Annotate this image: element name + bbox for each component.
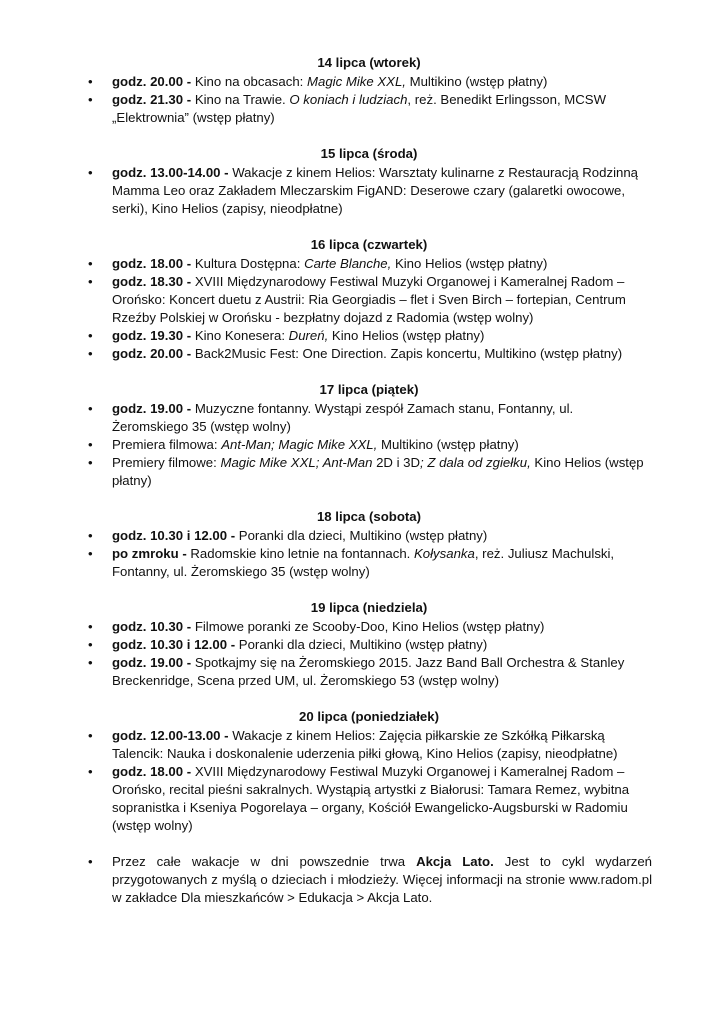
event-schedule [86, 54, 652, 835]
day-section [86, 381, 652, 490]
event-text: , reż. Benedikt Erlingsson, MCSW „Elektrownia” (wstęp płatny) [112, 92, 607, 125]
event-list [86, 727, 652, 835]
event-text: Jest to cykl wydarzeń przygotowanych z myślą o dzieciach i młodzieży. Więcej informacji na stronie www.radom.pl w zakładce Dla mieszkańców > Edukacja > Akcja Lato. [112, 854, 652, 905]
event-text: Premiery filmowe: [112, 455, 221, 470]
event-text: Radomskie kino letnie na fontannach. [186, 546, 414, 561]
event-text: Poranki dla dzieci, Multikino (wstęp płatny) [235, 528, 488, 543]
event-text: XVIII Międzynarodowy Festiwal Muzyki Organowej i Kameralnej Radom – Orońsko: Koncert duetu z Austrii: Ria Georgiadis – flet i Sven Birch – fortepian, Centrum Rzeźby Polskiej w Orońsku - bezpłatny dojazd z Radomia (wstęp wolny) [112, 274, 626, 325]
event-time: godz. 19.30 - [112, 328, 192, 343]
title-italic: Magic Mike XXL; Ant-Man [220, 455, 373, 470]
event-list [86, 255, 652, 363]
event-item [86, 164, 652, 218]
event-item [86, 636, 652, 654]
event-text: Przez całe wakacje w dni powszednie trwa [112, 854, 417, 869]
event-text: Back2Music Fest: One Direction. Zapis koncertu, Multikino (wstęp płatny) [191, 346, 623, 361]
event-text: Filmowe poranki ze Scooby-Doo, Kino Helios (wstęp płatny) [191, 619, 545, 634]
event-list [86, 164, 652, 218]
event-text: Wakacje z kinem Helios: Warsztaty kulinarne z Restauracją Rodzinną Mamma Leo oraz Zakładem Mleczarskim FigAND: Deserowe czary (galaretki owocowe, serki), Kino Helios (zapisy, nieodpłatne) [112, 165, 639, 216]
event-item [86, 91, 652, 127]
event-time: Akcja Lato. [416, 854, 494, 869]
event-time: godz. 18.00 - [112, 256, 192, 271]
event-time: godz. 21.30 - [112, 92, 192, 107]
event-time: po zmroku - [112, 546, 187, 561]
event-text: 2D i 3D [372, 455, 421, 470]
event-time: godz. 18.00 - [112, 764, 192, 779]
event-item [86, 618, 652, 636]
event-text: Wakacje z kinem Helios: Zajęcia piłkarskie ze Szkółką Piłkarską Talencik: Nauka i doskonalenie uderzenia piłki głową, Kino Helios (zapisy, nieodpłatne) [112, 728, 618, 761]
event-time: godz. 20.00 - [112, 346, 192, 361]
event-time: godz. 18.30 - [112, 274, 192, 289]
day-section [86, 236, 652, 363]
event-text: Multikino (wstęp płatny) [377, 437, 519, 452]
event-text: Muzyczne fontanny. Wystąpi zespół Zamach stanu, Fontanny, ul. Żeromskiego 35 (wstęp wolny) [112, 401, 574, 434]
title-italic: O koniach i ludziach [289, 92, 408, 107]
event-time: godz. 12.00-13.00 - [112, 728, 229, 743]
event-list [86, 400, 652, 490]
event-item [86, 545, 652, 581]
event-text: Kino na Trawie. [191, 92, 290, 107]
event-item [86, 654, 652, 690]
event-item [86, 273, 652, 327]
day-section [86, 54, 652, 127]
title-italic: Ant-Man; Magic Mike XXL, [221, 437, 378, 452]
day-section [86, 708, 652, 835]
event-time: godz. 19.00 - [112, 655, 192, 670]
event-item [86, 327, 652, 345]
event-time: godz. 13.00-14.00 - [112, 165, 229, 180]
day-heading: 17 lipca (piątek) [319, 382, 419, 397]
day-heading: 16 lipca (czwartek) [310, 237, 428, 252]
event-list [86, 618, 652, 690]
title-italic: Dureń, [288, 328, 329, 343]
event-text: Kino Helios (wstęp płatny) [328, 328, 485, 343]
event-text: XVIII Międzynarodowy Festiwal Muzyki Organowej i Kameralnej Radom – Orońsko, recital pieśni sakralnych. Wystąpią artystki z Białorusi: Tamara Remez, wybitna sopranistka i Kseniya Pogorelaya – organy, Kościół Ewangelicko-Augsburski w Radomiu (wstęp wolny) [112, 764, 630, 833]
event-time: godz. 10.30 i 12.00 - [112, 528, 236, 543]
event-text: Kino Helios (wstęp płatny) [391, 256, 548, 271]
event-item [86, 436, 652, 454]
event-text: Premiera filmowa: [112, 437, 222, 452]
event-text: Kino Konesera: [191, 328, 289, 343]
event-text: Kultura Dostępna: [191, 256, 305, 271]
event-text: , reż. Juliusz Machulski, Fontanny, ul. Żeromskiego 35 (wstęp wolny) [112, 546, 615, 579]
summer-program-note [86, 853, 652, 907]
event-text: Spotkajmy się na Żeromskiego 2015. Jazz Band Ball Orchestra & Stanley Breckenridge, Scena przed UM, ul. Żeromskiego 53 (wstęp wolny) [112, 655, 625, 688]
event-item [86, 727, 652, 763]
day-section [86, 599, 652, 690]
event-text: Kino na obcasach: [191, 74, 307, 89]
event-item [86, 73, 652, 91]
day-heading: 20 lipca (poniedziałek) [299, 709, 439, 724]
day-heading: 15 lipca (środa) [320, 146, 418, 161]
title-italic: Magic Mike XXL, [307, 74, 406, 89]
event-item [86, 454, 652, 490]
title-italic: Carte Blanche, [304, 256, 392, 271]
day-section [86, 508, 652, 581]
event-list [86, 73, 652, 127]
day-section [86, 145, 652, 218]
event-item [86, 400, 652, 436]
event-time: godz. 20.00 - [112, 74, 192, 89]
day-heading: 18 lipca (sobota) [316, 509, 422, 524]
event-time: godz. 19.00 - [112, 401, 192, 416]
event-item [86, 527, 652, 545]
event-text: Poranki dla dzieci, Multikino (wstęp płatny) [235, 637, 488, 652]
event-item [86, 345, 652, 363]
day-heading: 14 lipca (wtorek) [317, 55, 421, 70]
event-item [86, 763, 652, 835]
summer-note-list [86, 853, 652, 907]
title-italic: ; Z dala od zgiełku, [420, 455, 531, 470]
event-item [86, 255, 652, 273]
title-italic: Kołysanka [414, 546, 475, 561]
event-text: Kino Helios (wstęp płatny) [112, 455, 644, 488]
event-time: godz. 10.30 i 12.00 - [112, 637, 236, 652]
event-time: godz. 10.30 - [112, 619, 192, 634]
day-heading: 19 lipca (niedziela) [310, 600, 428, 615]
event-text: Multikino (wstęp płatny) [405, 74, 548, 89]
event-list [86, 527, 652, 581]
